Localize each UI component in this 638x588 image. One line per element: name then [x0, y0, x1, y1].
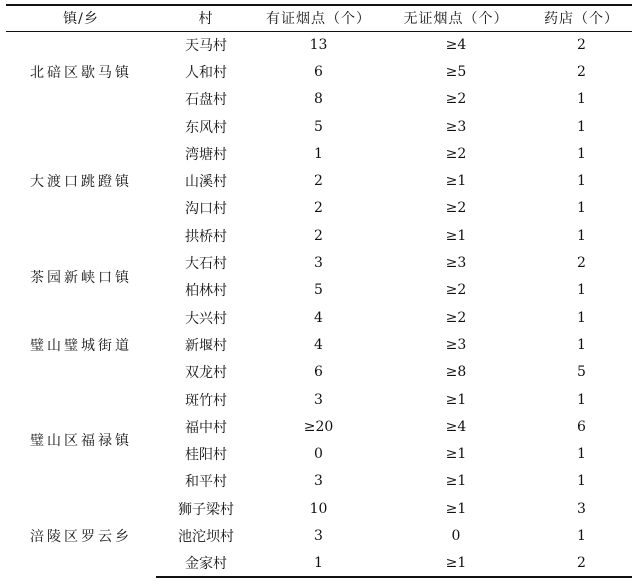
licensed-cell: 1 [256, 550, 381, 577]
unlicensed-cell: ≥3 [445, 118, 467, 135]
pharmacy-cell: 1 [577, 473, 586, 490]
header-village: 村 [156, 5, 256, 31]
town-cell: 茶园新峡口镇 [30, 269, 132, 286]
unlicensed-cell: ≥1 [445, 227, 467, 244]
licensed-cell: 3 [314, 391, 323, 408]
data-table [6, 4, 632, 578]
town-cell: 涪陵区罗云乡 [30, 528, 132, 545]
licensed-cell: 3 [314, 473, 323, 490]
town-cell: 北碚区歇马镇 [30, 65, 132, 82]
licensed-cell: 8 [314, 91, 323, 108]
village-cell: 福中村 [185, 419, 227, 436]
pharmacy-cell: 6 [577, 418, 586, 435]
header-unlicensed: 无证烟点（个） [381, 5, 531, 31]
pharmacy-cell: 1 [577, 282, 586, 299]
licensed-cell: 6 [314, 63, 323, 80]
licensed-cell: 10 [309, 500, 328, 517]
unlicensed-cell: ≥4 [445, 418, 467, 435]
town-cell: 璧山璧城街道 [30, 337, 132, 354]
unlicensed-cell: ≥3 [445, 255, 467, 272]
pharmacy-cell: 1 [577, 173, 586, 190]
town-cell: 璧山区福禄镇 [30, 433, 132, 450]
licensed-cell: 5 [314, 282, 323, 299]
unlicensed-cell: ≥2 [445, 309, 467, 326]
unlicensed-cell: 0 [451, 527, 461, 544]
licensed-cell: ≥20 [303, 418, 334, 435]
pharmacy-cell: 1 [577, 91, 586, 108]
pharmacy-cell: 1 [577, 391, 586, 408]
unlicensed-cell: ≥1 [445, 173, 467, 190]
unlicensed-cell: ≥2 [445, 200, 467, 217]
unlicensed-cell: ≥1 [381, 550, 531, 577]
pharmacy-cell: 2 [577, 255, 586, 272]
pharmacy-cell: 1 [577, 227, 586, 244]
unlicensed-cell: ≥1 [445, 500, 467, 517]
village-cell: 池沱坝村 [178, 528, 234, 545]
table-row [6, 495, 632, 522]
pharmacy-cell: 1 [577, 145, 586, 162]
header-pharmacy: 药店（个） [531, 5, 632, 31]
unlicensed-cell: ≥3 [445, 336, 467, 353]
pharmacy-cell: 1 [577, 200, 586, 217]
pharmacy-cell: 1 [577, 309, 586, 326]
village-cell: 双龙村 [185, 365, 227, 382]
town-cell: 大渡口跳蹬镇 [30, 174, 132, 191]
table-row [6, 304, 632, 331]
unlicensed-cell: ≥2 [445, 91, 467, 108]
village-cell: 东风村 [185, 119, 227, 136]
unlicensed-cell: ≥4 [445, 36, 467, 53]
licensed-cell: 1 [314, 145, 323, 162]
licensed-cell: 0 [314, 446, 323, 463]
pharmacy-cell: 1 [577, 446, 586, 463]
licensed-cell: 2 [314, 200, 323, 217]
licensed-cell: 2 [314, 227, 323, 244]
table-row [6, 31, 632, 58]
unlicensed-cell: ≥1 [445, 473, 467, 490]
licensed-cell: 6 [314, 364, 323, 381]
village-cell: 沟口村 [185, 201, 227, 218]
pharmacy-cell: 2 [531, 550, 632, 577]
village-cell: 斑竹村 [185, 392, 227, 409]
village-cell: 大兴村 [185, 310, 227, 327]
header-licensed: 有证烟点（个） [256, 5, 381, 31]
pharmacy-cell: 1 [577, 118, 586, 135]
pharmacy-cell: 5 [577, 364, 586, 381]
village-cell: 桂阳村 [185, 447, 227, 464]
licensed-cell: 3 [314, 255, 323, 272]
table-row [6, 113, 632, 140]
unlicensed-cell: ≥1 [445, 391, 467, 408]
village-cell: 石盘村 [185, 92, 227, 109]
village-cell: 金家村 [156, 550, 256, 577]
pharmacy-cell: 1 [577, 336, 586, 353]
village-cell: 和平村 [185, 474, 227, 491]
village-cell: 拱桥村 [185, 228, 227, 245]
pharmacy-cell: 2 [577, 36, 586, 53]
pharmacy-cell: 3 [577, 500, 586, 517]
pharmacy-cell: 2 [577, 63, 586, 80]
village-cell: 湾塘村 [185, 146, 227, 163]
table-row [6, 386, 632, 413]
village-cell: 山溪村 [185, 174, 227, 191]
licensed-cell: 4 [314, 309, 323, 326]
village-cell: 人和村 [185, 64, 227, 81]
village-cell: 新堰村 [185, 337, 227, 354]
header-town: 镇/乡 [6, 5, 156, 31]
licensed-cell: 3 [314, 527, 323, 544]
header-row [6, 5, 632, 31]
pharmacy-cell: 1 [577, 527, 586, 544]
village-cell: 柏林村 [185, 283, 227, 300]
village-cell: 大石村 [185, 256, 227, 273]
unlicensed-cell: ≥2 [445, 282, 467, 299]
table-row [6, 249, 632, 276]
village-cell: 天马村 [185, 37, 227, 54]
table-body [6, 31, 632, 577]
unlicensed-cell: ≥2 [445, 145, 467, 162]
licensed-cell: 13 [309, 36, 328, 53]
licensed-cell: 4 [314, 336, 323, 353]
unlicensed-cell: ≥5 [445, 63, 467, 80]
village-cell: 狮子梁村 [178, 501, 234, 518]
licensed-cell: 5 [314, 118, 323, 135]
licensed-cell: 2 [314, 173, 323, 190]
unlicensed-cell: ≥1 [445, 446, 467, 463]
unlicensed-cell: ≥8 [445, 364, 467, 381]
